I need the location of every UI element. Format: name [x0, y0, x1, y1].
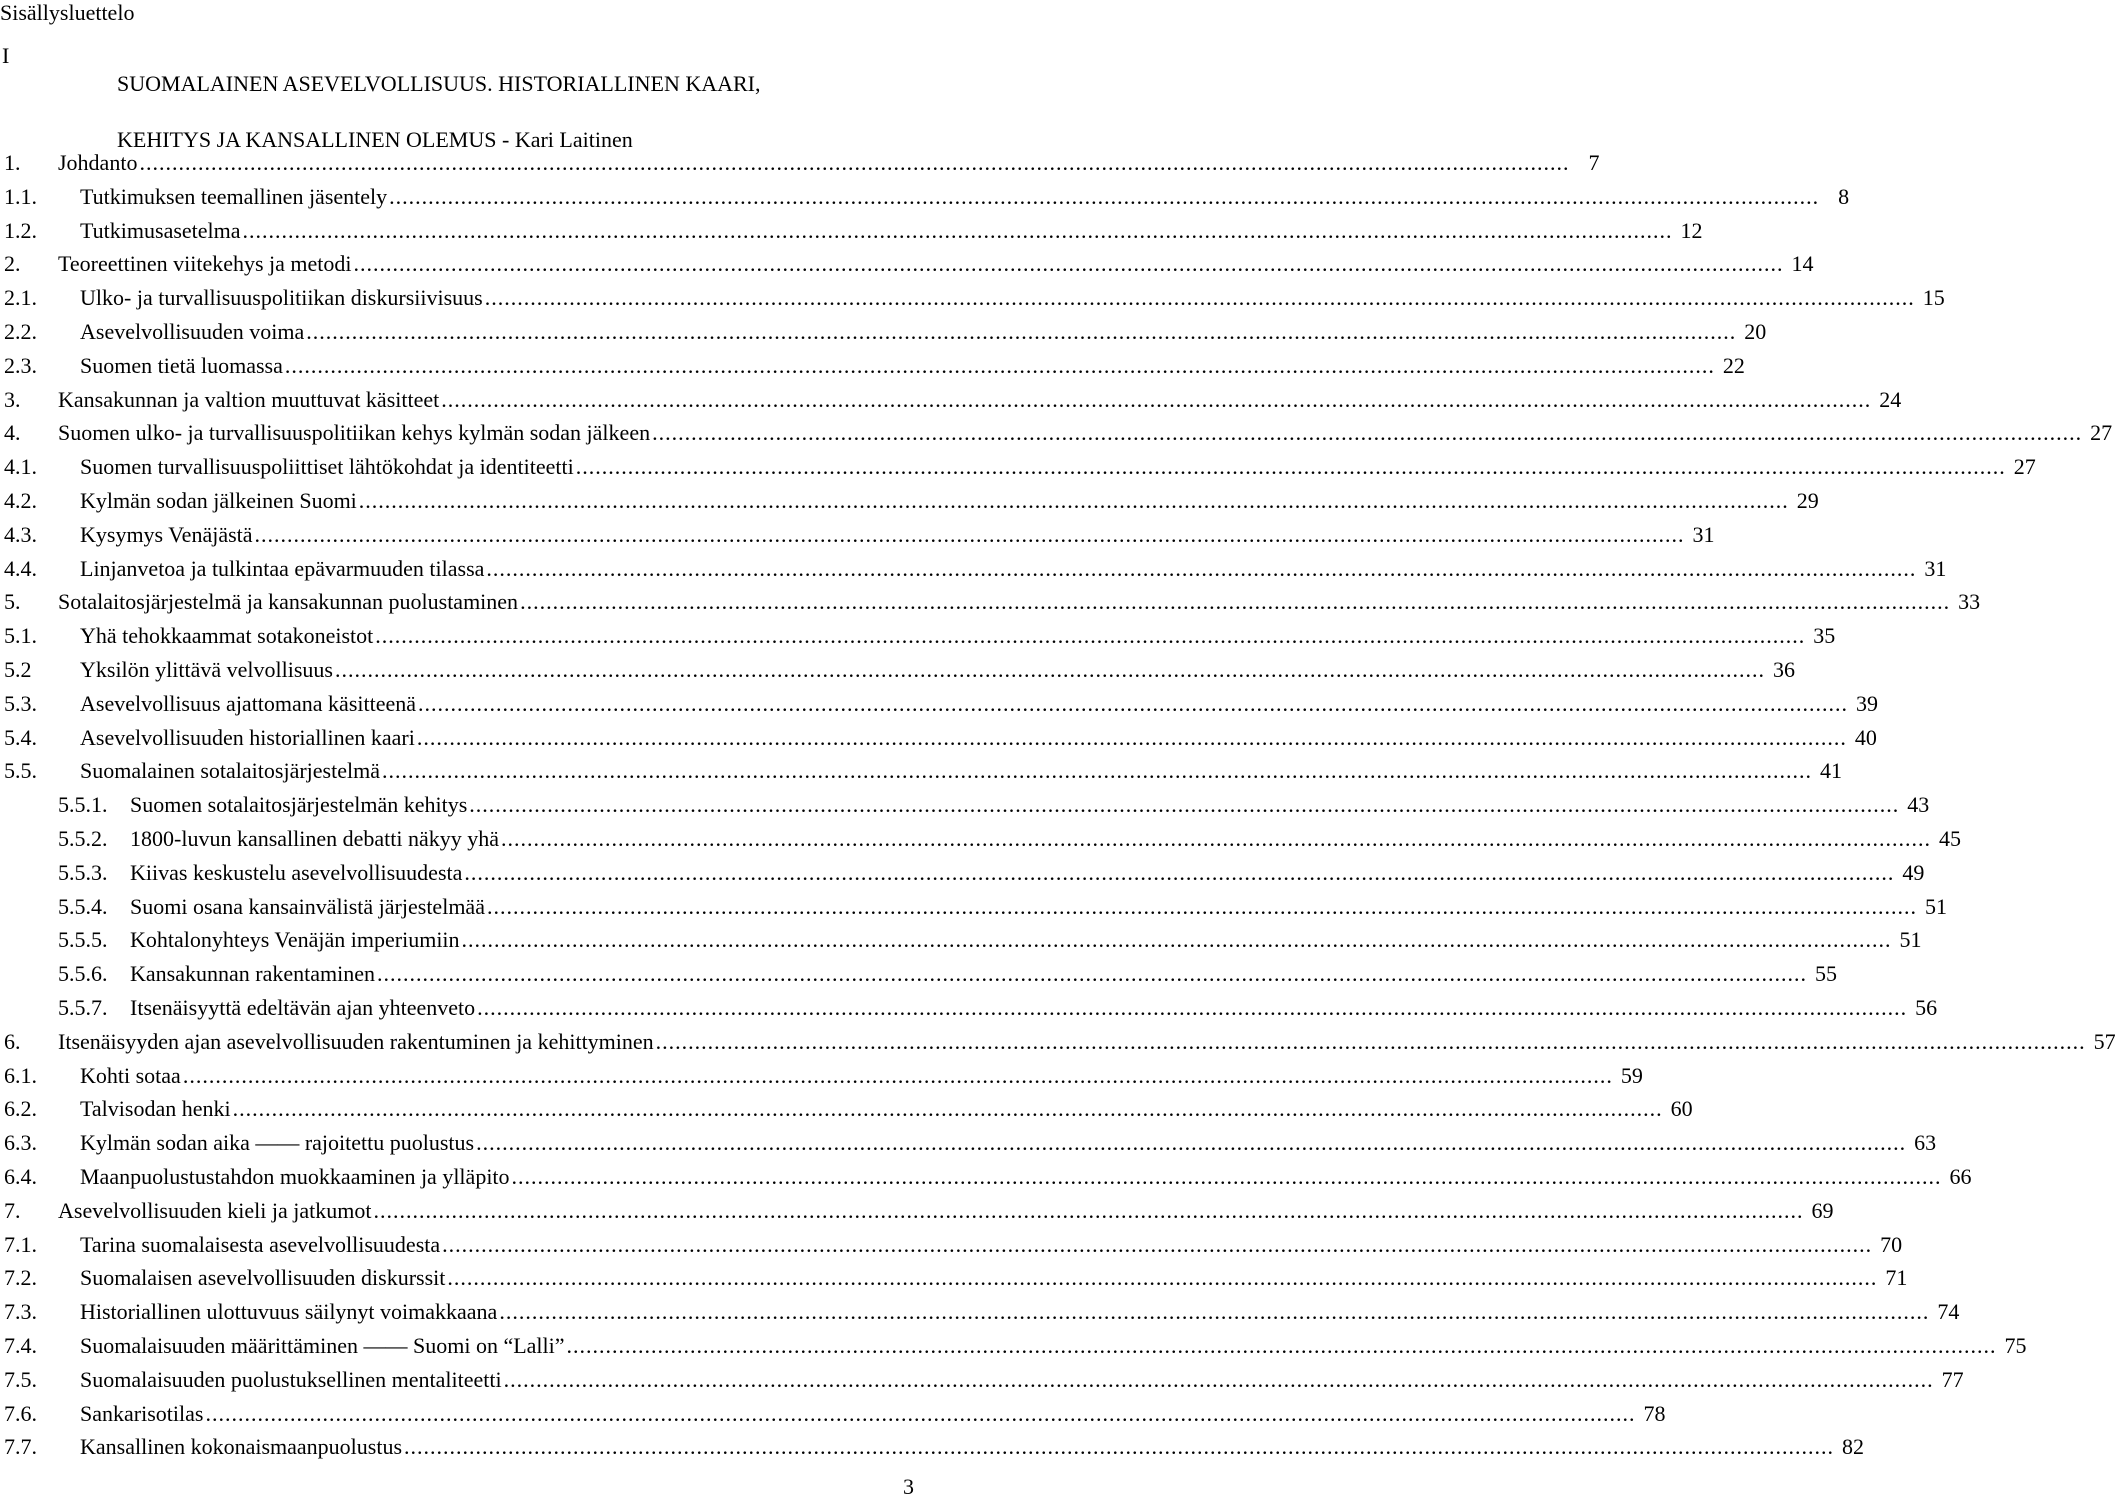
toc-entry-number: 5.5.: [4, 758, 37, 784]
toc-entry-title: Itsenäisyyden ajan asevelvollisuuden rakentuminen ja kehittyminen: [58, 1028, 654, 1054]
toc-entry-page: 77: [1941, 1366, 1964, 1392]
toc-entry-title: Yksilön ylittävä velvollisuus: [80, 657, 333, 682]
page-number: 3: [903, 1474, 914, 1499]
toc-entry-title: Tutkimuksen teemallinen jäsentely: [80, 183, 388, 209]
dot-leader: ............................................................................................................................................................................................................................: [416, 724, 1847, 750]
toc-entry-number: 2.1.: [4, 285, 37, 311]
toc-entry[interactable]: [0, 1363, 1964, 1397]
toc-entry-number: 6.4.: [4, 1164, 37, 1189]
toc-entry-title: Johdanto: [58, 150, 138, 175]
dot-leader: ............................................................................................................................................................................................................................: [464, 859, 1895, 885]
toc-entry-number: 4.4.: [4, 555, 37, 581]
dot-leader: ............................................................................................................................................................................................................................: [373, 1197, 1804, 1223]
toc-entry-title: Itsenäisyyttä edeltävän ajan yhteenveto: [130, 995, 476, 1020]
toc-entry[interactable]: [0, 619, 1836, 653]
part-title-line-2: KEHITYS JA KANSALLINEN OLEMUS - Kari Laitinen: [117, 127, 633, 152]
toc-entry-page: 36: [1773, 657, 1795, 682]
toc-entry-title: Kohtalonyhteys Venäjän imperiumiin: [130, 927, 460, 953]
toc-entry[interactable]: [0, 518, 1715, 552]
dot-leader: ............................................................................................................................................................................................................................: [575, 454, 2006, 480]
toc-entry-number: 5.5.5.: [58, 927, 108, 953]
toc-entry-number: 5.2: [4, 657, 32, 682]
toc-entry-page: 60: [1670, 1096, 1693, 1122]
dot-leader: ............................................................................................................................................................................................................................: [254, 521, 1685, 547]
toc-entry[interactable]: [0, 1194, 1834, 1228]
dot-leader: ............................................................................................................................................................................................................................: [501, 826, 1932, 851]
toc-heading: Sisällysluettelo: [0, 0, 135, 25]
toc-entry[interactable]: [0, 1025, 2116, 1059]
dot-leader: ............................................................................................................................................................................................................................: [484, 285, 1915, 311]
toc-entry-number: 7.3.: [4, 1299, 37, 1325]
dot-leader: ............................................................................................................................................................................................................................: [376, 961, 1807, 987]
toc-entry-title: 1800-luvun kansallinen debatti näkyy yhä: [130, 826, 500, 851]
dot-leader: ............................................................................................................................................................................................................................: [404, 1434, 1835, 1460]
toc-entry-page: 51: [1924, 893, 1947, 919]
toc-entry-page: 22: [1722, 352, 1745, 378]
dot-leader: ............................................................................................................................................................................................................................: [441, 386, 1872, 412]
toc-entry[interactable]: [0, 991, 1938, 1025]
toc-entry-title: Maanpuolustustahdon muokkaaminen ja ylläpito: [80, 1164, 510, 1189]
toc-entry-number: 6.: [4, 1028, 21, 1054]
dot-leader: ............................................................................................................................................................................................................................: [242, 217, 1673, 243]
toc-entry-page: 59: [1620, 1062, 1643, 1088]
toc-entry[interactable]: [0, 585, 1981, 619]
toc-entry-number: 5.5.1.: [58, 792, 108, 818]
toc-entry-title: Yhä tehokkaammat sotakoneistot: [80, 623, 374, 649]
dot-leader: ............................................................................................................................................................................................................................: [358, 488, 1789, 513]
toc-entry-number: 5.5.2.: [58, 826, 108, 851]
toc-entry-title: Kansallinen kokonaismaanpuolustus: [80, 1434, 403, 1460]
toc-entry[interactable]: [0, 1261, 1908, 1295]
dot-leader: ............................................................................................................................................................................................................................: [389, 183, 1820, 209]
toc-entry[interactable]: [0, 383, 1902, 417]
toc-entry-page: 20: [1744, 319, 1767, 344]
toc-entry-title: Teoreettinen viitekehys ja metodi: [58, 251, 352, 277]
toc-entry-page: 15: [1922, 285, 1945, 311]
toc-entry-number: 7.6.: [4, 1400, 37, 1426]
toc-entry-page: 78: [1643, 1400, 1666, 1426]
dot-leader: ............................................................................................................................................................................................................................: [655, 1028, 2086, 1054]
toc-entry-page: 29: [1796, 488, 1819, 513]
toc-entry-title: Sankarisotilas: [80, 1400, 204, 1426]
dot-leader: ............................................................................................................................................................................................................................: [499, 1299, 1930, 1325]
dot-leader: ............................................................................................................................................................................................................................: [486, 555, 1917, 581]
toc-entry-number: 4.1.: [4, 454, 37, 480]
toc-entry[interactable]: [0, 214, 1703, 248]
toc-entry-number: 7.1.: [4, 1231, 37, 1257]
toc-entry-number: 5.4.: [4, 724, 37, 750]
toc-entry-number: 6.3.: [4, 1130, 37, 1156]
toc-entry[interactable]: [0, 754, 1842, 788]
toc-entry-number: 4.2.: [4, 488, 37, 513]
dot-leader: ............................................................................................................................................................................................................................: [335, 657, 1765, 682]
toc-entry-number: 3.: [4, 386, 21, 412]
dot-leader: ............................................................................................................................................................................................................................: [652, 420, 2083, 446]
toc-entry-title: Tutkimusasetelma: [80, 217, 241, 243]
toc-entry[interactable]: [0, 484, 1819, 518]
toc-entry-title: Historiallinen ulottuvuus säilynyt voimakkaana: [80, 1299, 498, 1325]
toc-entry-number: 5.: [4, 589, 21, 615]
dot-leader: ............................................................................................................................................................................................................................: [469, 792, 1900, 818]
dot-leader: ............................................................................................................................................................................................................................: [476, 1130, 1907, 1156]
toc-entry-number: 5.5.4.: [58, 893, 108, 919]
toc-entry-page: 41: [1819, 758, 1842, 784]
toc-entry-page: 27: [2013, 454, 2036, 480]
toc-entry[interactable]: [0, 1329, 2027, 1363]
toc-entry-page: 14: [1791, 251, 1814, 277]
toc-entry-page: 40: [1854, 724, 1877, 750]
dot-leader: ............................................................................................................................................................................................................................: [477, 995, 1908, 1020]
toc-entry[interactable]: [0, 552, 1947, 586]
dot-leader: ............................................................................................................................................................................................................................: [520, 589, 1951, 615]
toc-entry-page: 71: [1885, 1265, 1908, 1291]
toc-entry[interactable]: [0, 687, 1879, 721]
toc-entry-page: 31: [1924, 555, 1947, 581]
toc-entry-title: Sotalaitosjärjestelmä ja kansakunnan puolustaminen: [58, 589, 519, 615]
toc-entry-page: 35: [1813, 623, 1836, 649]
toc-entry-title: Suomen sotalaitosjärjestelmän kehitys: [130, 792, 468, 818]
toc-entry[interactable]: [0, 890, 1947, 924]
toc-entry[interactable]: [0, 247, 1814, 281]
toc-entry-page: 56: [1915, 995, 1938, 1020]
toc-entry-number: 5.5.7.: [58, 995, 108, 1020]
toc-entry-title: Talvisodan henki: [80, 1096, 231, 1122]
toc-entry-title: Suomen turvallisuuspoliittiset lähtökohdat ja identiteetti: [80, 454, 574, 480]
dot-leader: ............................................................................................................................................................................................................................: [375, 623, 1806, 649]
toc-entry[interactable]: [0, 180, 1850, 214]
toc-entry-number: 4.3.: [4, 521, 37, 547]
toc-entry-page: 69: [1811, 1197, 1834, 1223]
toc-entry-page: 39: [1856, 690, 1879, 716]
toc-entry[interactable]: [0, 1228, 1903, 1262]
toc-entry-title: Asevelvollisuuden kieli ja jatkumot: [58, 1197, 372, 1223]
toc-entry-page: 75: [2004, 1333, 2027, 1358]
toc-entry[interactable]: [0, 1295, 1960, 1329]
toc-entry-page: 27: [2090, 420, 2113, 446]
toc-entry[interactable]: [0, 1092, 1693, 1126]
toc-entry-page: 49: [1902, 859, 1925, 885]
toc-entry-page: 66: [1949, 1164, 1972, 1189]
toc-entry-number: 5.3.: [4, 690, 37, 716]
dot-leader: ............................................................................................................................................................................................................................: [353, 251, 1784, 277]
dot-leader: ............................................................................................................................................................................................................................: [182, 1062, 1613, 1088]
toc-entry-title: Suomalaisuuden määrittäminen —— Suomi on “Lalli”: [80, 1333, 565, 1358]
toc-entry-number: 2.2.: [4, 319, 37, 344]
toc-entry-page: 57: [2093, 1028, 2116, 1054]
toc-entry[interactable]: [0, 1126, 1937, 1160]
toc-entry-number: 1.1.: [4, 183, 37, 209]
dot-leader: ............................................................................................................................................................................................................................: [511, 1164, 1942, 1189]
toc-entry-page: 55: [1814, 961, 1837, 987]
toc-entry[interactable]: [0, 416, 2113, 450]
part-title-line-1: SUOMALAINEN ASEVELVOLLISUUS. HISTORIALLINEN KAARI,: [117, 71, 761, 96]
toc-entry-title: Kylmän sodan jälkeinen Suomi: [80, 488, 357, 513]
toc-entry[interactable]: [0, 315, 1767, 349]
toc-entry-title: Suomalaisen asevelvollisuuden diskurssit: [80, 1265, 446, 1291]
part-number: I: [2, 43, 10, 68]
toc-entry-page: 12: [1680, 217, 1703, 243]
toc-entry-page: 24: [1879, 386, 1902, 412]
toc-entry-page: 8: [1838, 183, 1850, 209]
toc-entry-title: Kiivas keskustelu asevelvollisuudesta: [130, 859, 463, 885]
toc-entry-title: Suomalaisuuden puolustuksellinen mentaliteetti: [80, 1366, 502, 1392]
toc-entry-title: Kansakunnan rakentaminen: [130, 961, 375, 987]
toc-entry-number: 2.: [4, 251, 21, 277]
toc-entry-page: 45: [1939, 826, 1962, 851]
toc-entry[interactable]: [0, 788, 1930, 822]
toc-entry-number: 5.5.3.: [58, 859, 108, 885]
toc-entry-title: Suomen ulko- ja turvallisuuspolitiikan kehys kylmän sodan jälkeen: [58, 420, 651, 446]
dot-leader: ............................................................................................................................................................................................................................: [442, 1231, 1873, 1257]
dot-leader: ............................................................................................................................................................................................................................: [566, 1333, 1997, 1358]
toc-entry-number: 7.5.: [4, 1366, 37, 1392]
toc-entry-number: 7.: [4, 1197, 21, 1223]
toc-entry-page: 51: [1899, 927, 1922, 953]
toc-entry-title: Suomen tietä luomassa: [80, 352, 283, 378]
toc-entry-title: Kysymys Venäjästä: [80, 521, 253, 547]
toc-entry-title: Suomi osana kansainvälistä järjestelmää: [130, 893, 485, 919]
toc-entry-page: 82: [1842, 1434, 1865, 1460]
toc-entry-number: 2.3.: [4, 352, 37, 378]
toc-entry-title: Asevelvollisuuden voima: [80, 319, 305, 344]
dot-leader: ............................................................................................................................................................................................................................: [306, 319, 1737, 344]
toc-entry[interactable]: [0, 923, 1922, 957]
toc-entry-title: Suomalainen sotalaitosjärjestelmä: [80, 758, 380, 784]
dot-leader: ............................................................................................................................................................................................................................: [381, 758, 1812, 784]
toc-entry-number: 7.2.: [4, 1265, 37, 1291]
dot-leader: ............................................................................................................................................................................................................................: [232, 1096, 1663, 1122]
toc-entry[interactable]: [0, 957, 1837, 991]
toc-entry-title: Tarina suomalaisesta asevelvollisuudesta: [80, 1231, 441, 1257]
toc-entry-page: 63: [1914, 1130, 1937, 1156]
toc-entry-title: Kylmän sodan aika —— rajoitettu puolustus: [80, 1130, 475, 1156]
toc-entry-number: 7.7.: [4, 1434, 37, 1460]
toc-entry[interactable]: [0, 721, 1877, 755]
dot-leader: ............................................................................................................................................................................................................................: [503, 1366, 1934, 1392]
toc-entry[interactable]: [0, 281, 1945, 315]
toc-entry-page: 33: [1958, 589, 1981, 615]
dot-leader: ............................................................................................................................................................................................................................: [418, 690, 1849, 716]
toc-entry-page: 74: [1937, 1299, 1960, 1325]
toc-entry-page: 43: [1907, 792, 1930, 818]
toc-entry[interactable]: [0, 856, 1925, 890]
toc-entry-number: 5.5.6.: [58, 961, 108, 987]
toc-entry-title: Ulko- ja turvallisuuspolitiikan diskursiivisuus: [80, 285, 483, 311]
toc-entry[interactable]: [0, 653, 1795, 687]
toc-entry-title: Linjanvetoa ja tulkintaa epävarmuuden tilassa: [80, 555, 485, 581]
dot-leader: ............................................................................................................................................................................................................................: [461, 927, 1892, 953]
toc-entry-number: 7.4.: [4, 1333, 37, 1358]
toc-entry-number: 4.: [4, 420, 21, 446]
toc-entry[interactable]: [0, 1397, 1666, 1431]
toc-entry[interactable]: [0, 146, 1600, 180]
toc-entry[interactable]: [0, 450, 2036, 484]
toc-entry[interactable]: [0, 822, 1962, 856]
dot-leader: ............................................................................................................................................................................................................................: [205, 1400, 1636, 1426]
toc-entry[interactable]: [0, 1160, 1972, 1194]
toc-entry-title: Asevelvollisuuden historiallinen kaari: [80, 724, 415, 750]
toc-entry-number: 5.1.: [4, 623, 37, 649]
toc-entry-title: Kohti sotaa: [80, 1062, 181, 1088]
dot-leader: ............................................................................................................................................................................................................................: [447, 1265, 1878, 1291]
dot-leader: ............................................................................................................................................................................................................................: [486, 893, 1917, 919]
toc-entry[interactable]: [0, 1430, 1865, 1464]
toc-entry-number: 1.: [4, 150, 21, 175]
toc-entry-number: 6.2.: [4, 1096, 37, 1122]
toc-entry-number: 1.2.: [4, 217, 37, 243]
dot-leader: ............................................................................................................................................................................................................................: [139, 150, 1570, 175]
toc-entry[interactable]: [0, 1059, 1643, 1093]
toc-entry-title: Asevelvollisuus ajattomana käsitteenä: [80, 690, 417, 716]
toc-entry-title: Kansakunnan ja valtion muuttuvat käsitteet: [58, 386, 440, 412]
toc-entry[interactable]: [0, 349, 1745, 383]
dot-leader: ............................................................................................................................................................................................................................: [284, 352, 1715, 378]
toc-entry-page: 70: [1880, 1231, 1903, 1257]
toc-entry-page: 31: [1692, 521, 1715, 547]
toc-entry-number: 6.1.: [4, 1062, 37, 1088]
toc-entry-page: 7: [1588, 150, 1600, 175]
